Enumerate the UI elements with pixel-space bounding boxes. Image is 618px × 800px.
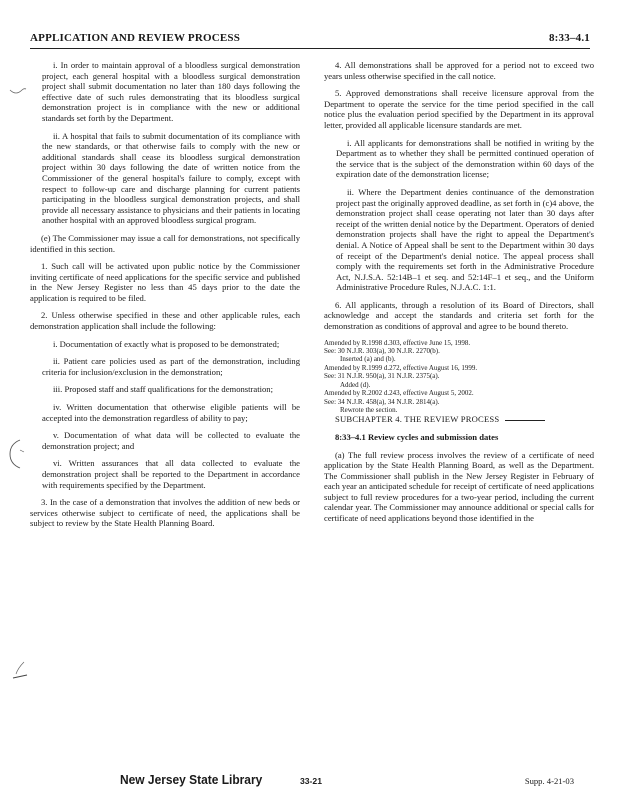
amendment-history [324, 339, 594, 415]
right-column [324, 60, 594, 531]
paragraph: 4. All demonstrations shall be approved for a period not to exceed two years unless otherwise specified in the call notice. [324, 60, 594, 81]
running-header [30, 32, 590, 46]
amendment-line: Amended by R.2002 d.243, effective August 5, 2002. [324, 389, 474, 398]
amendment-line: Amended by R.1998 d.303, effective June 15, 1998. [324, 338, 471, 347]
amendment-line: See: 34 N.J.R. 458(a), 34 N.J.R. 2814(a). [324, 397, 440, 406]
paragraph: (e) The Commissioner may issue a call for demonstrations, not specifically identified in this section. [30, 232, 300, 254]
header-title: APPLICATION AND REVIEW PROCESS [30, 32, 241, 44]
amendment-line: Added (d). [340, 380, 371, 389]
page-footer [0, 770, 618, 790]
margin-mark-1 [8, 84, 28, 98]
paragraph: 3. In the case of a demonstration that involves the addition of new beds or services otherwise subject to certificate of need, the applications shall be subject to review by the State Health Planning Board. [30, 497, 300, 529]
amendment-line: See: 31 N.J.R. 950(a), 31 N.J.R. 2375(a). [324, 372, 440, 381]
amendment-line: See: 30 N.J.R. 303(a), 30 N.J.R. 2270(b). [324, 347, 440, 356]
supplement-date: Supp. 4-21-03 [524, 776, 574, 786]
paragraph: 6. All applicants, through a resolution of its Board of Directors, shall acknowledge and accept the standards and criteria set forth for the demonstration as conditions of approval and agree to be bound thereto. [324, 299, 594, 332]
page-number: 33-21 [300, 776, 322, 786]
header-section-number: 8:33–4.1 [548, 32, 590, 44]
library-stamp: New Jersey State Library [120, 772, 263, 787]
paragraph: v. Documentation of what data will be collected to evaluate the demonstration project; and [42, 430, 300, 451]
margin-mark-3 [10, 660, 30, 684]
right-paragraphs [324, 60, 594, 332]
header-rule [30, 48, 590, 49]
paragraph: ii. A hospital that fails to submit documentation of its compliance with the new standards, or that otherwise fails to comply with the new or additional standards shall cease its bloodless surgical demonstration project within 30 days following the date of written notice from the Commissioner of the general hospital's failure to comply, except with respect to follow-up care and discharge planning for current patients participating in the bloodless surgical demonstration projects, and shall provide all necessary assistance to physicians and their patients in locating another hospital with an approved bloodless surgical program. [42, 130, 300, 226]
paragraph: i. In order to maintain approval of a bloodless surgical demonstration project, each general hospital with a bloodless surgical demonstration project shall submit documentation no later than 180 days following the effective date of such rules demonstrating that its bloodless surgical demonstration project is in compliance with the new or additional standards set forth by the Department. [42, 60, 300, 123]
subchapter-heading: SUBCHAPTER 4. THE REVIEW PROCESS [324, 414, 594, 425]
amendment-line: Inserted (a) and (b). [340, 355, 396, 364]
margin-mark-2 [6, 438, 28, 470]
amendment-line: Rewrote the section. [340, 405, 398, 414]
paragraph: i. All applicants for demonstrations shall be notified in writing by the Department as to whether they shall be permitted continued operation of the service that is the subject of the demonstration within 60 days of the expiration date of the demonstration license; [336, 137, 594, 180]
paragraph: ii. Patient care policies used as part of the demonstration, including criteria for inclusion/exclusion in the demonstration; [42, 356, 300, 377]
left-column [30, 60, 300, 536]
paragraph: 5. Approved demonstrations shall receive licensure approval from the Department to operate the service for the time period specified in the call notice plus the evaluation period specified by the Department in its approval letter, provided all applicable licensure standards are met. [324, 88, 594, 130]
paragraph: 2. Unless otherwise specified in these and other applicable rules, each demonstration application shall include the following: [30, 310, 300, 332]
paragraph: vi. Written assurances that all data collected to evaluate the demonstration project shall be reported to the Department in accordance with requirements specified by the Department. [42, 458, 300, 490]
heading-rule [505, 420, 545, 421]
paragraph: iii. Proposed staff and staff qualifications for the demonstration; [53, 384, 273, 395]
section-paragraph: (a) The full review process involves the review of a certificate of need application by the State Health Planning Board, as well as the Department. The Commissioner shall publish in the New Jersey Register in February of each year an anticipated schedule for receipt of certificate of need applications subject to full review procedures for a two-year period, including the current calendar year. The Commissioner may announce additional or special calls for certificate of need applications beyond those identified in the [324, 449, 594, 524]
paragraph: ii. Where the Department denies continuance of the demonstration project past the originally approved deadline, as set forth in (c)4 above, the demonstration project shall cease operating not later than 30 days after receipt of the written denial notice by the Department. Operators of denied demonstration projects shall have the right to appeal the Department's denial. A Notice of Appeal shall be sent to the Department within 30 days of receipt of the Department's denial notice. The appeal process shall comply with the requirements set forth in the Administrative Procedure Act, N.J.S.A. 52:14B–1 et seq. and 52:14F–1 et seq., and the Uniform Administrative Procedure Rules, N.J.A.C. 1:1. [336, 186, 594, 293]
paragraph: 1. Such call will be activated upon public notice by the Commissioner inviting certificate of need applications for the specific service and published in the New Jersey Register no less than 45 days prior to the date the application is required to be filed. [30, 261, 300, 303]
paragraph: i. Documentation of exactly what is proposed to be demonstrated; [53, 338, 280, 349]
paragraph: iv. Written documentation that otherwise eligible patients will be accepted into the demonstration regardless of ability to pay; [42, 402, 300, 423]
amendment-line: Amended by R.1999 d.272, effective August 16, 1999. [324, 363, 478, 372]
section-heading: 8:33–4.1 Review cycles and submission dates [335, 431, 499, 442]
